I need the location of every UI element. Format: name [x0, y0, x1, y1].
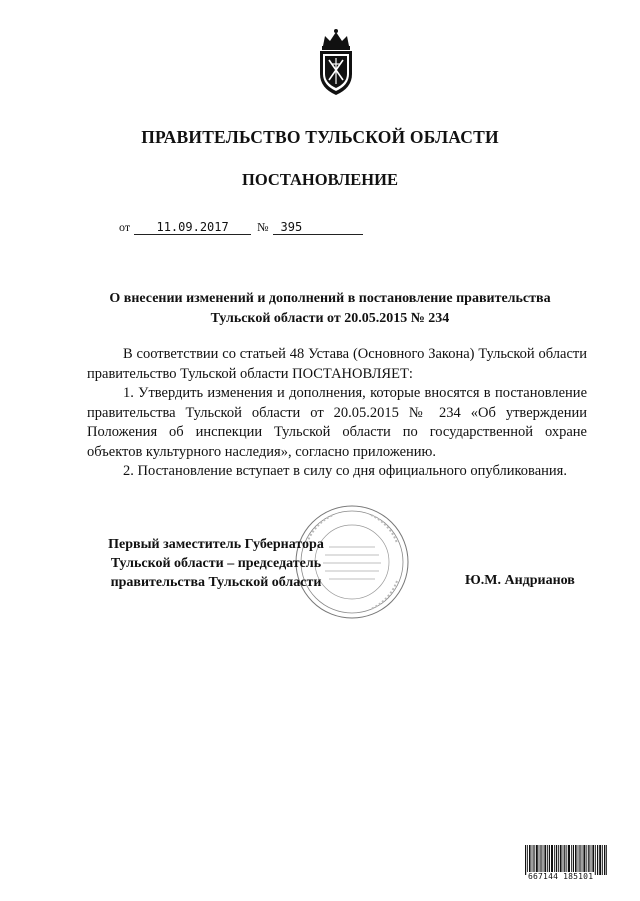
subject-line-2: Тульской области от 20.05.2015 № 234 [210, 311, 450, 326]
signer-name: Ю.М. Андрианов [465, 573, 575, 588]
subject-line-1: О внесении изменений и дополнений в постановление правительства [109, 291, 551, 306]
document-body [87, 345, 587, 482]
body-paragraph-1: В соответствии со статьей 48 Устава (Основного Закона) Тульской области правительство Тульской области ПОСТАНОВЛЯЕТ: [87, 346, 587, 382]
date-label: от [119, 220, 131, 234]
body-paragraph-2: 1. Утвердить изменения и дополнения, которые вносятся в постановление правительства Тульской области от 20.05.2015 № 234 «Об утверждении Положения об инспекции Тульской области по государственной охране объектов культурного наследия», согласно приложению. [87, 385, 587, 460]
signer-position-line-2: Тульской области – председатель [110, 556, 322, 571]
barcode-number: 667144 185101 [528, 872, 594, 881]
signer-position [96, 535, 336, 592]
body-paragraph-3: 2. Постановление вступает в силу со дня официального опубликования. [123, 463, 567, 479]
government-title: ПРАВИТЕЛЬСТВО ТУЛЬСКОЙ ОБЛАСТИ [141, 127, 499, 147]
document-date: 11.09.2017 [134, 220, 251, 235]
document-subject [95, 289, 565, 329]
document-type: ПОСТАНОВЛЕНИЕ [242, 170, 398, 189]
tula-coat-of-arms-icon [311, 28, 361, 98]
signer-position-line-1: Первый заместитель Губернатора [108, 537, 324, 552]
document-meta [119, 219, 363, 235]
signer-position-line-3: правительства Тульской области [110, 575, 322, 590]
document-number: 395 [273, 220, 363, 235]
number-label: № [257, 220, 269, 234]
